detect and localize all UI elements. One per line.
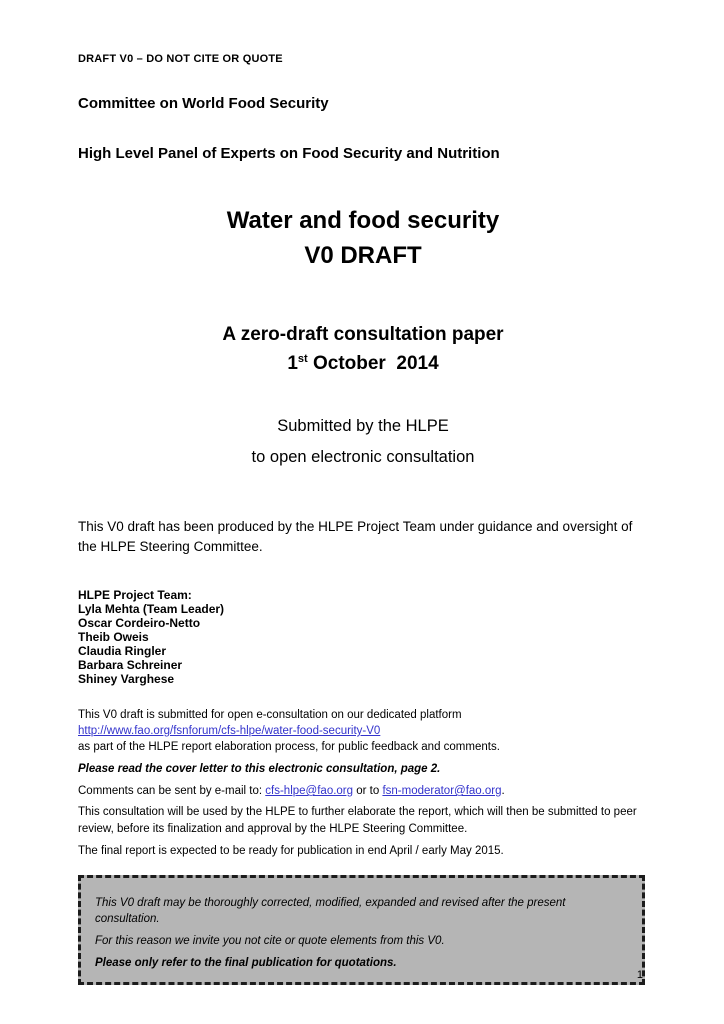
date-line	[78, 349, 648, 381]
intro-paragraph: This V0 draft has been produced by the HLPE Project Team under guidance and oversight of the HLPE Steering Committee.	[78, 519, 633, 554]
disclaimer-line3: Please only refer to the final publication for quotations.	[95, 957, 397, 969]
team-member: Shiney Varghese	[78, 672, 175, 686]
document-title-line2: V0 DRAFT	[304, 242, 422, 269]
econsultation-paragraph	[78, 707, 648, 755]
comments-separator: or to	[353, 785, 383, 797]
submitted-line1: Submitted by the HLPE	[277, 417, 449, 435]
process-paragraph: This consultation will be used by the HLPE to further elaborate the report, which will then be submitted to peer review, before its finalization and approval by the HLPE Steering Committee.	[78, 806, 637, 835]
subtitle-line: A zero-draft consultation paper	[222, 324, 504, 345]
email-primary-link[interactable]: cfs-hlpe@fao.org	[265, 785, 354, 797]
email-secondary-link[interactable]: fsn-moderator@fao.org	[382, 785, 502, 797]
submitted-line2: to open electronic consultation	[251, 448, 475, 466]
comments-suffix: .	[501, 785, 505, 797]
team-member: Theib Oweis	[78, 630, 149, 644]
panel-heading: High Level Panel of Experts on Food Security and Nutrition	[78, 145, 500, 162]
team-member: Lyla Mehta (Team Leader)	[78, 602, 225, 616]
draft-notice: DRAFT V0 – DO NOT CITE OR QUOTE	[78, 53, 283, 65]
platform-url-link[interactable]: http://www.fao.org/fsnforum/cfs-hlpe/water-food-security-V0	[78, 725, 381, 737]
date-number: 1	[287, 353, 298, 374]
comments-paragraph	[78, 783, 648, 799]
final-report-paragraph: The final report is expected to be ready for publication in end April / early May 2015.	[78, 845, 504, 857]
team-member: Barbara Schreiner	[78, 658, 183, 672]
disclaimer-line1: This V0 draft may be thoroughly corrected, modified, expanded and revised after the present consultation.	[95, 897, 566, 925]
project-team-list	[78, 588, 648, 686]
team-member: Claudia Ringler	[78, 644, 167, 658]
econsultation-line2: as part of the HLPE report elaboration process, for public feedback and comments.	[78, 741, 500, 753]
date-ordinal: st	[297, 353, 308, 365]
disclaimer-box	[78, 875, 645, 985]
comments-prefix: Comments can be sent by e-mail to:	[78, 785, 266, 797]
cover-letter-note: Please read the cover letter to this electronic consultation, page 2.	[78, 763, 441, 775]
date-rest: October 2014	[307, 353, 439, 374]
page-number: 1	[636, 969, 643, 981]
subtitle-block	[78, 320, 648, 381]
team-heading: HLPE Project Team:	[78, 588, 192, 602]
committee-heading: Committee on World Food Security	[78, 95, 329, 112]
disclaimer-line2: For this reason we invite you not cite or quote elements from this V0.	[95, 935, 445, 947]
econsultation-line1: This V0 draft is submitted for open e-consultation on our dedicated platform	[78, 709, 462, 721]
title-block	[78, 203, 648, 273]
submitted-block	[78, 411, 648, 473]
team-member: Oscar Cordeiro-Netto	[78, 616, 201, 630]
document-title-line1: Water and food security	[226, 207, 500, 234]
